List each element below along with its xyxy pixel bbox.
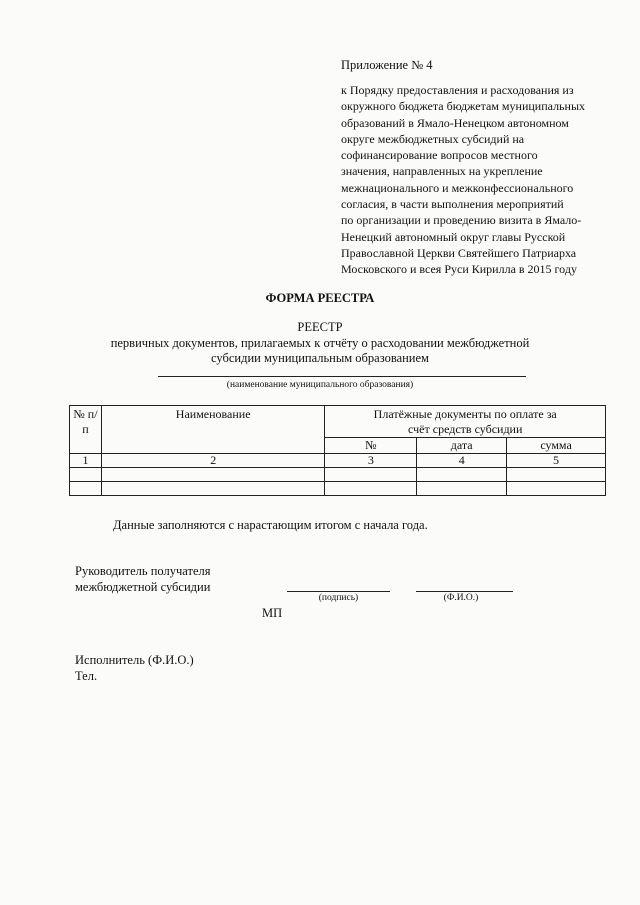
index-cell: 2 — [101, 454, 325, 468]
municipality-fill-line — [158, 376, 526, 377]
table-cell — [417, 482, 507, 496]
signature-caption: (подпись) — [318, 593, 359, 603]
table-row — [70, 482, 606, 496]
fio-line — [416, 591, 513, 592]
index-cell: 3 — [325, 454, 417, 468]
annex-title: Приложение № 4 — [341, 58, 433, 72]
table-cell — [325, 482, 417, 496]
subheader-date: дата — [417, 438, 507, 454]
annex-line: к Порядку предоставления и расходования из — [341, 83, 574, 97]
table-cell — [325, 468, 417, 482]
head-label-line: межбюджетной субсидии — [75, 580, 211, 594]
annex-line: Ненецкий автономный округ главы Русской — [341, 229, 566, 244]
annex-line: Православной Церкви Святейшего Патриарха — [341, 245, 577, 260]
annex-line: округе межбюджетных субсидий на — [341, 131, 525, 146]
annex-line: согласия, в части выполнения мероприятий — [341, 197, 564, 212]
annex-description — [341, 82, 616, 278]
subheader-sum: сумма — [507, 438, 606, 454]
table-cell — [101, 468, 325, 482]
form-title: ФОРМА РЕЕСТРА — [265, 291, 375, 305]
signature-line — [287, 591, 390, 592]
index-cell: 5 — [507, 454, 606, 468]
annex-line: межнационального и межконфессионального — [341, 180, 574, 195]
executor-block — [75, 652, 194, 684]
header-num: № п/п — [70, 406, 102, 454]
table-index-row — [70, 454, 606, 468]
register-table — [69, 405, 606, 496]
header-payment-docs: Платёжные документы по оплате за счёт средств субсидии — [325, 406, 606, 438]
table-cell — [101, 482, 325, 496]
table-cell — [507, 482, 606, 496]
fio-caption: (Ф.И.О.) — [443, 593, 479, 603]
header-name: Наименование — [101, 406, 325, 454]
cumulative-note: Данные заполняются с нарастающим итогом с начала года. — [113, 518, 428, 532]
annex-line: значения, направленных на укрепление — [341, 164, 543, 179]
table-cell — [70, 482, 102, 496]
municipality-caption: (наименование муниципального образования) — [226, 380, 414, 390]
annex-line: образований в Ямало-Ненецком автономном — [341, 115, 569, 130]
annex-line: окружного бюджета бюджетам муниципальных — [341, 99, 586, 114]
seal-mark: МП — [262, 606, 283, 620]
annex-line: Московского и всея Руси Кирилла в 2015 году — [341, 262, 577, 277]
register-subtitle-line: субсидии муниципальным образованием — [211, 351, 429, 365]
register-title: РЕЕСТР — [297, 320, 343, 334]
table-cell — [70, 468, 102, 482]
executor-label: Исполнитель (Ф.И.О.) — [75, 653, 194, 667]
table-cell — [507, 468, 606, 482]
phone-label: Тел. — [75, 669, 98, 683]
register-subtitle-line: первичных документов, прилагаемых к отчёту о расходовании межбюджетной — [110, 336, 530, 350]
table-cell — [417, 468, 507, 482]
annex-line: по организации и проведению визита в Ямало- — [341, 213, 582, 228]
table-row — [70, 468, 606, 482]
head-label-line: Руководитель получателя — [75, 564, 211, 578]
subheader-num: № — [325, 438, 417, 454]
index-cell: 4 — [417, 454, 507, 468]
table-header-row — [70, 406, 606, 438]
index-cell: 1 — [70, 454, 102, 468]
annex-line: софинансирование вопросов местного — [341, 148, 538, 163]
register-subtitle — [100, 336, 540, 366]
head-label — [75, 563, 211, 595]
